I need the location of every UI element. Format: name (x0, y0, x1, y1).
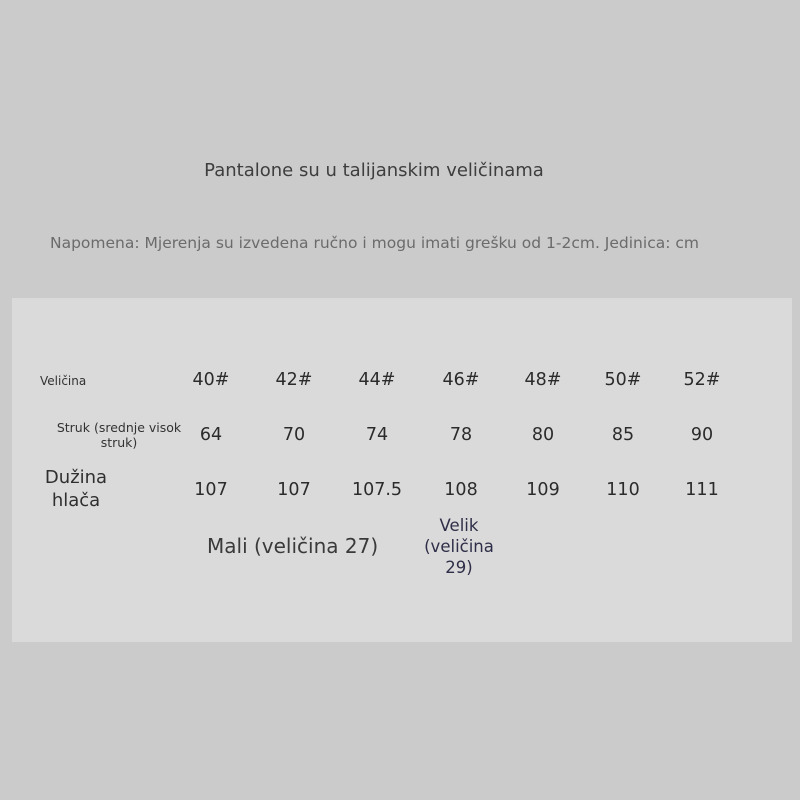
fit-label-large: Velik (veličina 29) (424, 516, 494, 577)
row-label-length: Dužina hlača (44, 467, 108, 511)
waist-cell: 64 (199, 425, 223, 445)
size-cell: 44# (358, 370, 396, 390)
length-cell: 111 (685, 480, 719, 500)
length-cell: 107.5 (351, 480, 403, 500)
page-title: Pantalone su u talijanskim veličinama (204, 160, 544, 181)
waist-cell: 78 (449, 425, 473, 445)
size-cell: 42# (275, 370, 313, 390)
fit-label-small: Mali (veličina 27) (207, 534, 379, 558)
waist-cell: 85 (611, 425, 635, 445)
size-cell: 52# (683, 370, 721, 390)
length-cell: 108 (444, 480, 478, 500)
size-table-panel (12, 298, 792, 642)
size-cell: 40# (192, 370, 230, 390)
length-cell: 107 (194, 480, 228, 500)
waist-cell: 90 (690, 425, 714, 445)
row-label-size: Veličina (40, 374, 87, 388)
length-cell: 110 (606, 480, 640, 500)
waist-cell: 74 (365, 425, 389, 445)
size-cell: 46# (442, 370, 480, 390)
length-cell: 109 (526, 480, 560, 500)
waist-cell: 70 (282, 425, 306, 445)
length-cell: 107 (277, 480, 311, 500)
waist-cell: 80 (531, 425, 555, 445)
row-label-waist: Struk (srednje visok struk) (56, 420, 182, 450)
size-cell: 50# (604, 370, 642, 390)
measurement-note: Napomena: Mjerenja su izvedena ručno i mogu imati grešku od 1-2cm. Jedinica: cm (50, 234, 699, 252)
size-cell: 48# (524, 370, 562, 390)
